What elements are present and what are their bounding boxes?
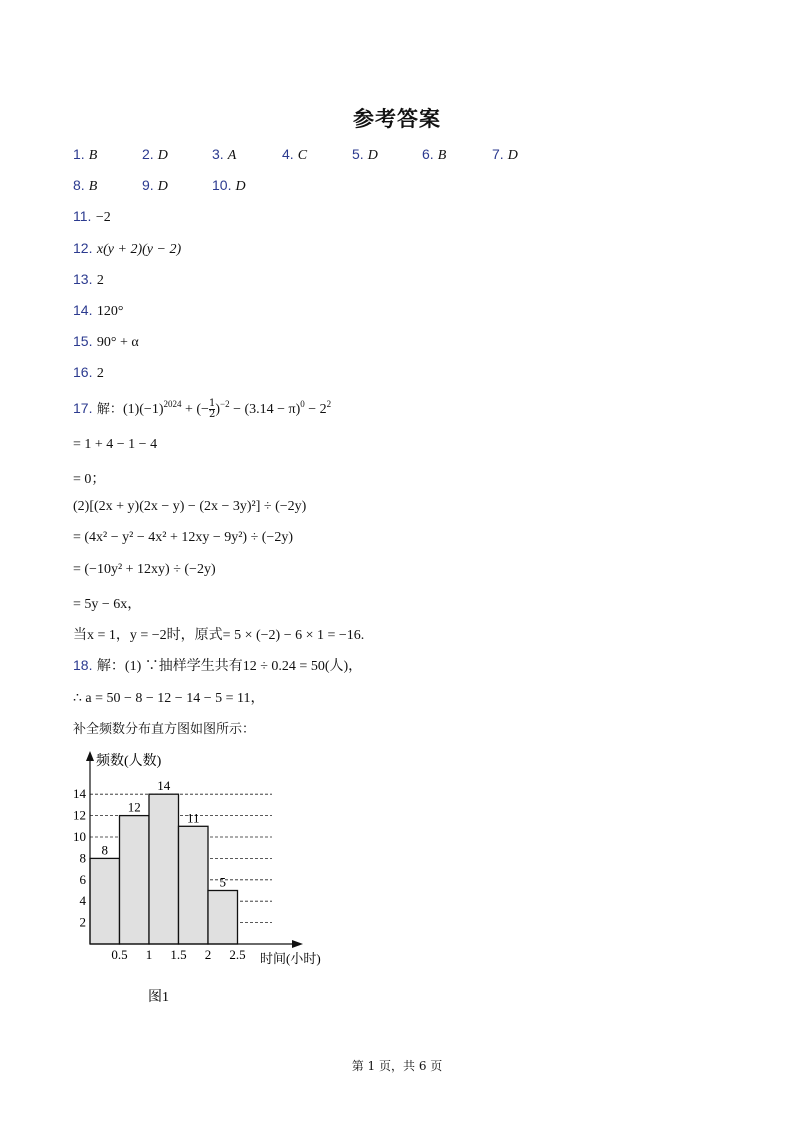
y-tick-label: 8 xyxy=(79,850,86,866)
mc-answer-7: 7. D xyxy=(492,146,518,163)
histogram-bar xyxy=(179,826,209,944)
q17-part2-line1: (2)[(2x + y)(2x − y) − (2x − 3y)²] ÷ (−2y) xyxy=(73,499,307,514)
x-axis-title: 时间(小时) xyxy=(260,951,321,966)
bar-value-label: 8 xyxy=(101,842,108,858)
bar-value-label: 11 xyxy=(186,810,200,826)
y-tick-label: 14 xyxy=(73,786,86,802)
page-footer: 第 1 页，共 6 页 xyxy=(351,1059,443,1073)
page-title: 参考答案 xyxy=(353,107,441,131)
y-tick-label: 2 xyxy=(79,914,86,930)
histogram-bar xyxy=(149,794,179,944)
bar-value-label: 12 xyxy=(127,799,141,815)
q17-part1: 17. 解：$(1)(-1)^{2024}$ + (− $\frac{1}{2}$ )$^{-2} - (3.14 - \pi)^0 - 2^2$ xyxy=(73,397,332,420)
mc-answer-8: 8. B xyxy=(73,177,98,194)
x-tick-label: 2 xyxy=(204,947,212,962)
y-axis-title: 频数(人数) xyxy=(96,754,162,769)
mc-answer-4: 4. C xyxy=(282,146,308,163)
q18-line3: 补全频数分布直方图如图所示： xyxy=(73,722,256,737)
mc-answer-5: 5. D xyxy=(352,146,378,163)
x-tick-label: 0.5 xyxy=(111,947,128,962)
answer-11: 11. −2 xyxy=(73,208,111,225)
histogram-bar xyxy=(120,816,150,944)
y-tick-label: 10 xyxy=(73,829,86,844)
q17-part2-line2: = (4x² − y² − 4x² + 12xy − 9y²) ÷ (−2y) xyxy=(73,530,293,545)
figure-caption: 图1 xyxy=(148,990,169,1005)
mc-answer-3: 3. A xyxy=(212,146,237,163)
answer-15: 15. 90° + α xyxy=(73,333,139,350)
mc-answer-6: 6. B xyxy=(422,146,447,163)
y-tick-label: 6 xyxy=(79,871,86,887)
answer-12: 12. x(y + 2)(y − 2) xyxy=(73,240,182,257)
mc-answer-1: 1. B xyxy=(73,146,98,163)
q18-line2: ∴ a = 50 − 8 − 12 − 14 − 5 = 11， xyxy=(73,691,265,706)
x-axis-arrow xyxy=(292,940,303,948)
y-axis-arrow xyxy=(86,751,94,761)
q17-part2-line3: = (−10y² + 12xy) ÷ (−2y) xyxy=(73,562,216,577)
x-tick-label: 1.5 xyxy=(170,947,187,962)
answer-13: 13. 2 xyxy=(73,271,104,288)
frequency-histogram xyxy=(60,745,350,1015)
q17-line2: = 1 + 4 − 1 − 4 xyxy=(73,437,158,452)
x-tick-label: 1 xyxy=(145,947,153,962)
x-tick-label: 2.5 xyxy=(229,947,246,962)
fraction: $\frac{1}{2}$ xyxy=(208,397,216,420)
histogram-bar xyxy=(208,891,238,945)
y-tick-label: 12 xyxy=(73,807,86,823)
q17-line3: = 0； xyxy=(73,472,106,487)
bar-value-label: 14 xyxy=(157,778,171,794)
bar-value-label: 5 xyxy=(219,874,226,890)
q17-part2-line5: 当x = 1，y = −2时，原式= 5 × (−2) − 6 × 1 = −16. xyxy=(73,628,365,643)
histogram-bar xyxy=(90,858,120,944)
mc-answer-9: 9. D xyxy=(142,177,168,194)
q17-part2-line4: = 5y − 6x， xyxy=(73,597,142,612)
answer-16: 16. 2 xyxy=(73,364,104,381)
answer-14: 14. 120° xyxy=(73,302,124,319)
mc-answer-2: 2. D xyxy=(142,146,168,163)
y-tick-label: 4 xyxy=(79,893,86,909)
mc-answer-10: 10. D xyxy=(212,177,246,194)
q18-line1: 18. 解：(1) ∵抽样学生共有12 ÷ 0.24 = 50(人)， xyxy=(73,657,363,674)
